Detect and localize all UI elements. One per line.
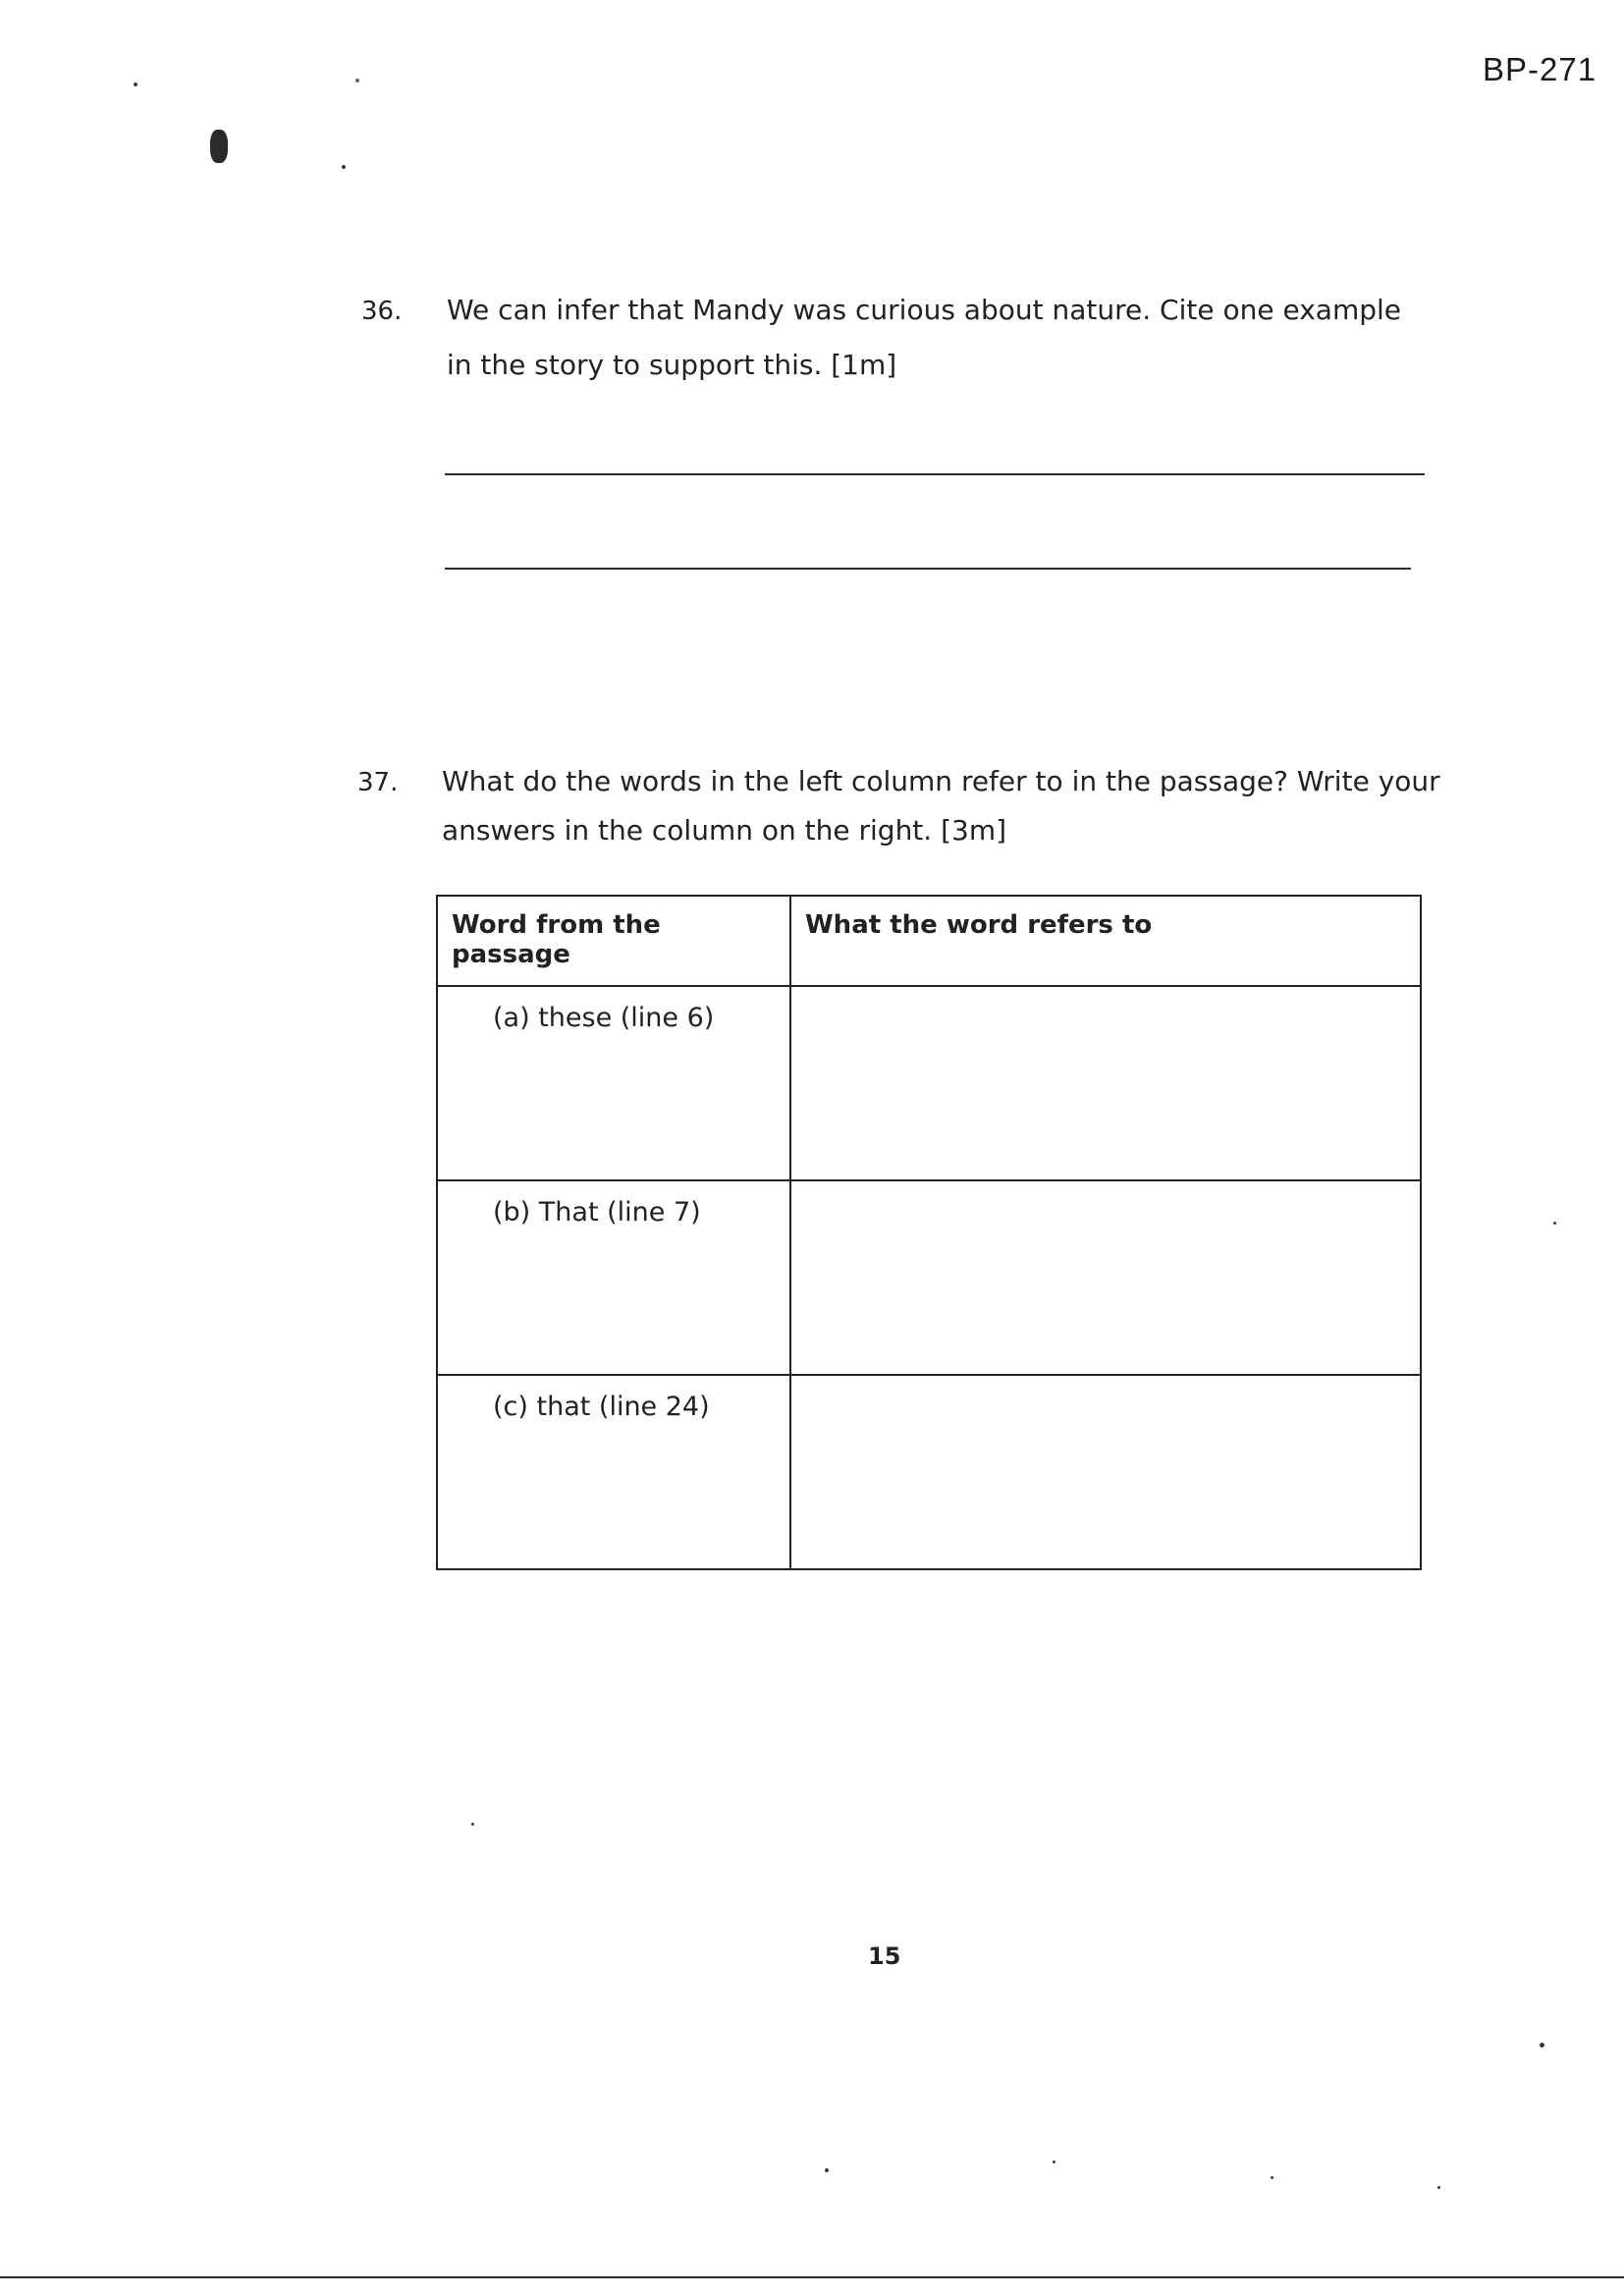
column-header-refers-to: What the word refers to (790, 896, 1421, 986)
scan-speck (1553, 1222, 1556, 1225)
question-36-number: 36. (361, 297, 403, 326)
question-37-text-line2: answers in the column on the right. [3m] (442, 814, 1007, 847)
scan-speck (825, 2168, 829, 2172)
scan-speck (471, 1823, 474, 1826)
question-37-number: 37. (357, 768, 399, 797)
scan-speck (210, 130, 228, 163)
scan-speck (1271, 2176, 1273, 2179)
scan-speck (134, 82, 137, 86)
answer-line-1[interactable] (445, 473, 1425, 475)
word-cell-a: (a) these (line 6) (437, 986, 790, 1180)
scan-speck (1053, 2160, 1056, 2163)
scan-speck (1437, 2186, 1440, 2189)
table-row (437, 986, 1421, 1180)
table-row (437, 1375, 1421, 1569)
scan-speck (355, 79, 359, 82)
bottom-rule (0, 2276, 1624, 2278)
question-36-text-line1: We can infer that Mandy was curious about nature. Cite one example (447, 294, 1402, 326)
answer-line-2[interactable] (445, 568, 1411, 570)
scan-speck (342, 165, 346, 169)
question-36-text-line2: in the story to support this. [1m] (447, 349, 897, 381)
word-cell-b: (b) That (line 7) (437, 1180, 790, 1375)
answer-cell-b[interactable] (790, 1180, 1421, 1375)
table-row (437, 1180, 1421, 1375)
scan-speck (1540, 2043, 1544, 2048)
page-number: 15 (868, 1942, 901, 1970)
word-cell-c: (c) that (line 24) (437, 1375, 790, 1569)
question-37-text-line1: What do the words in the left column refer to in the passage? Write your (442, 765, 1440, 797)
word-reference-table (436, 895, 1422, 1570)
column-header-word: Word from the passage (437, 896, 790, 986)
paper-code: BP-271 (1483, 51, 1597, 87)
answer-cell-a[interactable] (790, 986, 1421, 1180)
table-header-row (437, 896, 1421, 986)
answer-cell-c[interactable] (790, 1375, 1421, 1569)
